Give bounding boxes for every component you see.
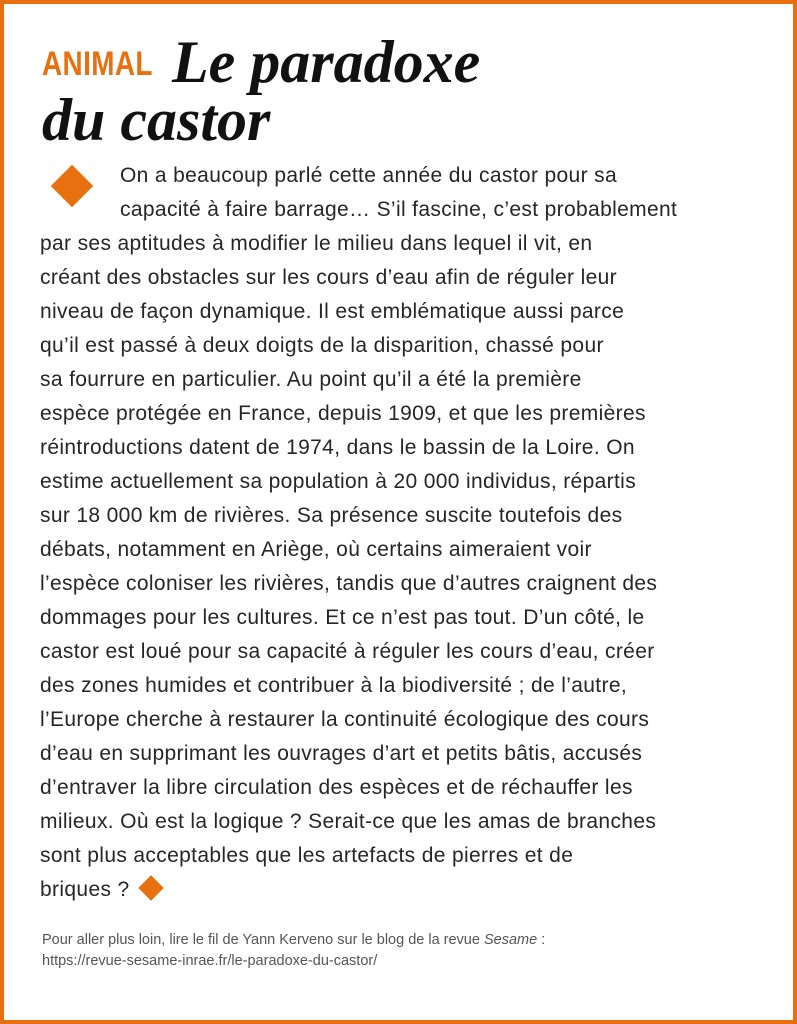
body-line: des zones humides et contribuer à la biodiversité ; de l’autre, [40, 674, 628, 697]
section-label: ANIMAL [42, 45, 153, 83]
footer-text-end: : [537, 932, 546, 948]
body-line: sa fourrure en particulier. Au point qu’il a été la première [40, 368, 582, 391]
body-line: estime actuellement sa population à 20 000 individus, répartis [40, 470, 637, 493]
body-line: niveau de façon dynamique. Il est emblématique aussi parce [40, 300, 625, 323]
footer-line-1 [42, 930, 762, 951]
body-line: créant des obstacles sur les cours d’eau afin de réguler leur [40, 266, 617, 289]
publication-name: Sesame [483, 932, 538, 948]
body-line: sont plus acceptables que les artefacts de pierres et de [40, 844, 574, 867]
body-line: qu’il est passé à deux doigts de la disparition, chassé pour [40, 334, 604, 357]
body-line: dommages pour les cultures. Et ce n’est pas tout. D’un côté, le [40, 606, 645, 629]
body-line-text: briques ? [40, 878, 130, 901]
article-body [40, 159, 770, 907]
body-line: l’Europe cherche à restaurer la continuité écologique des cours [40, 708, 650, 731]
footer-text: Pour aller plus loin, lire le fil de Yann Kerveno sur le blog de la revue [42, 932, 484, 948]
body-line: débats, notamment en Ariège, où certains aimeraient voir [40, 538, 592, 561]
body-line: castor est loué pour sa capacité à réguler les cours d’eau, créer [40, 640, 655, 663]
article-title-line-2: du castor [42, 87, 271, 153]
body-line: par ses aptitudes à modifier le milieu dans lequel il vit, en [40, 232, 593, 255]
body-line: milieux. Où est la logique ? Serait-ce que les amas de branches [40, 810, 657, 833]
body-line: d’entraver la libre circulation des espèces et de réchauffer les [40, 776, 633, 799]
article-title-line-1: Le paradoxe [172, 29, 481, 95]
diamond-icon [138, 875, 163, 900]
body-last-line [40, 873, 770, 907]
body-line: l’espèce coloniser les rivières, tandis que d’autres craignent des [40, 572, 658, 595]
body-line: sur 18 000 km de rivières. Sa présence suscite toutefois des [40, 504, 623, 527]
body-line: capacité à faire barrage… S’il fascine, c’est probablement [120, 198, 678, 221]
body-line: d’eau en supprimant les ouvrages d’art et petits bâtis, accusés [40, 742, 643, 765]
body-line: On a beaucoup parlé cette année du castor pour sa [120, 164, 617, 187]
body-line: espèce protégée en France, depuis 1909, et que les premières [40, 402, 646, 425]
further-reading-note [42, 930, 762, 972]
footer-url: https://revue-sesame-inrae.fr/le-paradoxe-du-castor/ [42, 953, 378, 969]
body-line: réintroductions datent de 1974, dans le bassin de la Loire. On [40, 436, 635, 459]
